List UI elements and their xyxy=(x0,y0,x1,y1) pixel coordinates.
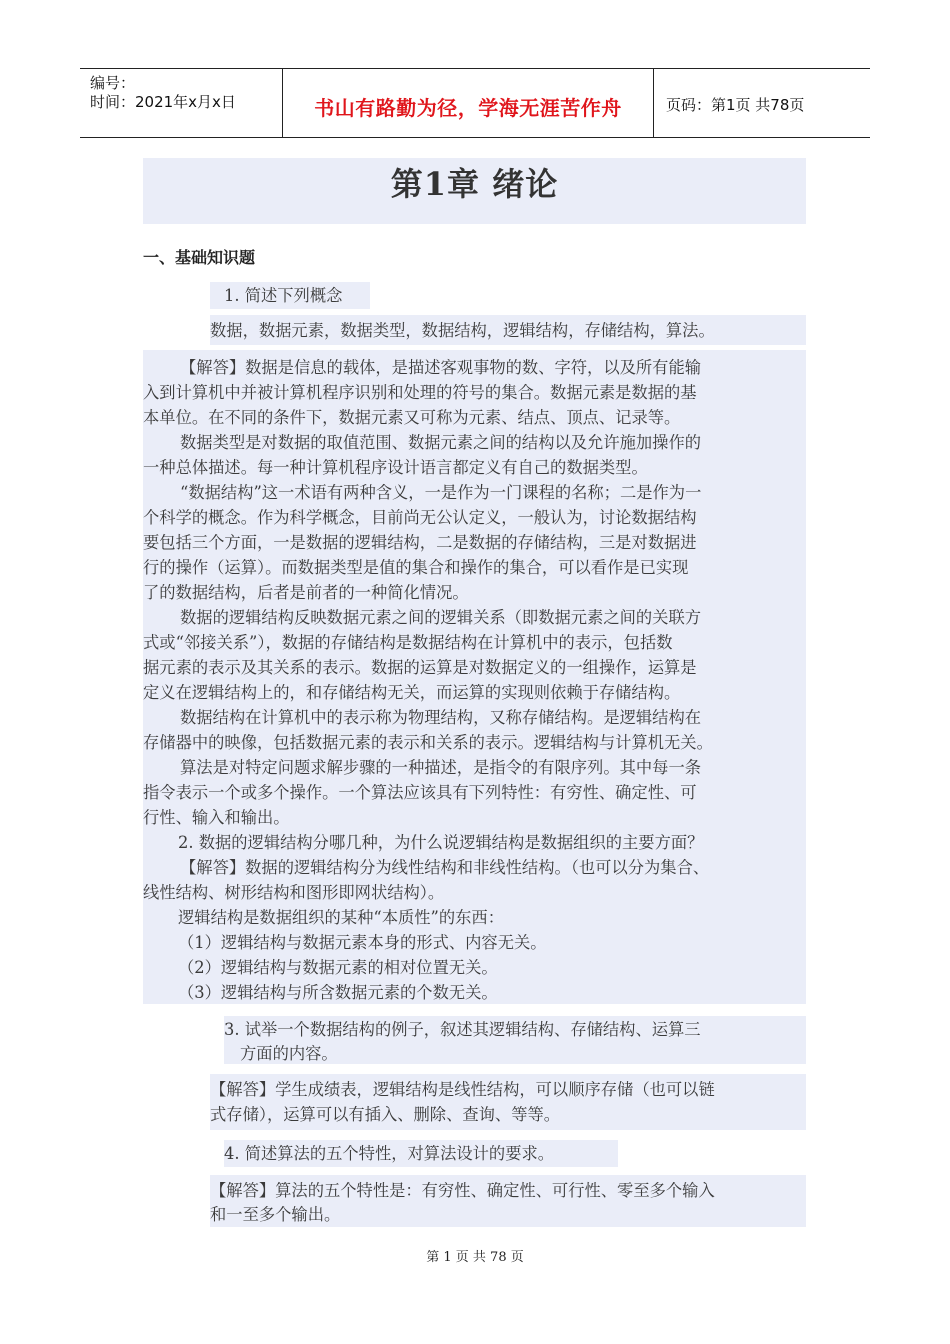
q3-title-cont: 方面的内容。 xyxy=(240,1044,338,1063)
time-label: 时间：2021年x月x日 xyxy=(90,93,236,111)
q3-line: 式存储），运算可以有插入、删除、查询、等等。 xyxy=(210,1105,561,1124)
q2-line: （1）逻辑结构与数据元素本身的形式、内容无关。 xyxy=(178,933,547,952)
q3-line: 【解答】学生成绩表，逻辑结构是线性结构，可以顺序存储（也可以链 xyxy=(210,1080,715,1099)
q1-line: 行性、输入和输出。 xyxy=(143,808,290,827)
q1-line: 行的操作（运算）。而数据类型是值的集合和操作的集合，可以看作是已实现 xyxy=(143,558,689,577)
q1-line: 要包括三个方面，一是数据的逻辑结构，二是数据的存储结构，三是对数据进 xyxy=(143,533,697,552)
q2-line: 线性结构、树形结构和图形即网状结构）。 xyxy=(143,883,445,902)
q4-title: 4. 简述算法的五个特性，对算法设计的要求。 xyxy=(224,1144,555,1163)
page-header xyxy=(80,68,870,138)
header-motto-cell xyxy=(283,69,654,137)
number-label: 编号： xyxy=(90,74,136,92)
q1-line: 本单位。在不同的条件下，数据元素又可称为元素、结点、顶点、记录等。 xyxy=(143,408,681,427)
q1-line: 存储器中的映像，包括数据元素的表示和关系的表示。逻辑结构与计算机无关。 xyxy=(143,733,713,752)
motto-text: 书山有路勤为径，学海无涯苦作舟 xyxy=(314,96,622,120)
q1-line: 式或“邻接关系”），数据的存储结构是数据结构在计算机中的表示，包括数 xyxy=(143,633,673,652)
q1-line: 一种总体描述。每一种计算机程序设计语言都定义有自己的数据类型。 xyxy=(143,458,648,477)
q1-line: “数据结构”这一术语有两种含义，一是作为一门课程的名称；二是作为一 xyxy=(180,483,702,502)
header-meta-cell xyxy=(80,69,283,137)
q1-line: 指令表示一个或多个操作。一个算法应该具有下列特性：有穷性、确定性、可 xyxy=(143,783,697,802)
page-footer: 第 1 页 共 78 页 xyxy=(426,1250,524,1265)
q1-title: 1. 简述下列概念 xyxy=(224,286,343,305)
q1-terms: 数据，数据元素，数据类型，数据结构，逻辑结构，存储结构，算法。 xyxy=(210,321,715,340)
q1-line: 定义在逻辑结构上的，和存储结构无关，而运算的实现则依赖于存储结构。 xyxy=(143,683,681,702)
chapter-title: 第1章 绪论 xyxy=(390,165,559,203)
q1-line: 【解答】数据是信息的载体，是描述客观事物的数、字符，以及所有能输 xyxy=(180,358,702,377)
q4-line: 【解答】算法的五个特性是：有穷性、确定性、可行性、零至多个输入 xyxy=(210,1181,715,1200)
header-page-cell xyxy=(654,69,870,137)
q2-line: 逻辑结构是数据组织的某种“本质性”的东西： xyxy=(178,908,504,927)
q2-line: 【解答】数据的逻辑结构分为线性结构和非线性结构。（也可以分为集合、 xyxy=(180,858,710,877)
q2-title: 2. 数据的逻辑结构分哪几种，为什么说逻辑结构是数据组织的主要方面？ xyxy=(178,833,704,852)
q1-line: 个科学的概念。作为科学概念，目前尚无公认定义，一般认为，讨论数据结构 xyxy=(143,508,697,527)
page-info: 页码：第1页 共78页 xyxy=(666,96,805,114)
q1-line: 据元素的表示及其关系的表示。数据的运算是对数据定义的一组操作，运算是 xyxy=(143,658,697,677)
q2-line: （2）逻辑结构与数据元素的相对位置无关。 xyxy=(178,958,498,977)
q1-line: 数据结构在计算机中的表示称为物理结构，又称存储结构。是逻辑结构在 xyxy=(180,708,702,727)
section-title: 一、基础知识题 xyxy=(143,248,256,267)
q1-line: 入到计算机中并被计算机程序识别和处理的符号的集合。数据元素是数据的基 xyxy=(143,383,697,402)
q1-line: 算法是对特定问题求解步骤的一种描述，是指令的有限序列。其中每一条 xyxy=(180,758,702,777)
q1-line: 数据的逻辑结构反映数据元素之间的逻辑关系（即数据元素之间的关联方 xyxy=(180,608,702,627)
q1-line: 了的数据结构，后者是前者的一种简化情况。 xyxy=(143,583,469,602)
q2-line: （3）逻辑结构与所含数据元素的个数无关。 xyxy=(178,983,498,1002)
q1-line: 数据类型是对数据的取值范围、数据元素之间的结构以及允许施加操作的 xyxy=(180,433,702,452)
q4-line: 和一至多个输出。 xyxy=(210,1205,341,1224)
q3-title: 3. 试举一个数据结构的例子，叙述其逻辑结构、存储结构、运算三 xyxy=(224,1020,701,1039)
